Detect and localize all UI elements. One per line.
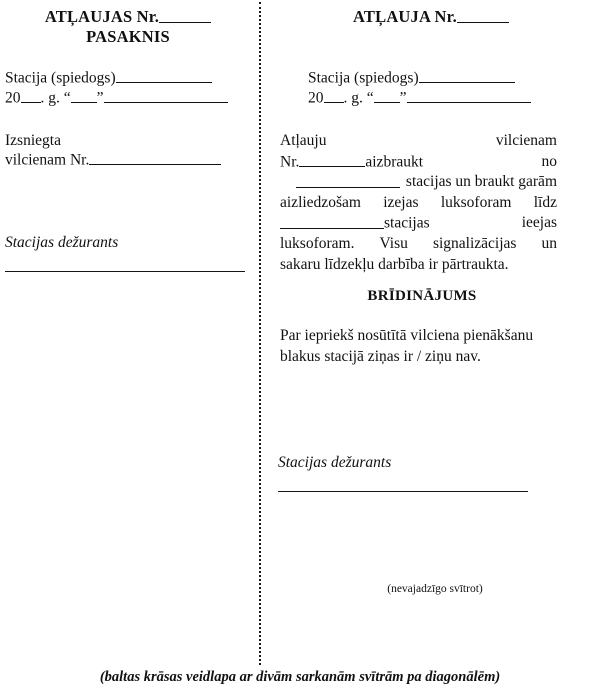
permit-body-word-nr: Nr. <box>280 152 300 170</box>
permit-day-blank[interactable] <box>374 88 400 103</box>
permit-body-word-visu: Visu <box>379 235 408 253</box>
permit-date-mid: . g. “ <box>343 89 374 107</box>
stub-year-blank[interactable] <box>21 88 41 103</box>
warning-line-1: Par iepriekš nosūtītā vilciena pienākšanu <box>280 327 534 344</box>
stub-date-prefix: 20 <box>5 89 21 107</box>
permit-date-quote-close: ” <box>399 89 407 107</box>
stub-station-row <box>5 68 212 87</box>
permit-station-blank[interactable] <box>419 68 515 83</box>
permit-body-word-un: un <box>541 235 557 253</box>
column-separator-dotted-line <box>259 2 261 665</box>
permit-body-phrase-stacijas-braukt: stacijas un braukt garām <box>405 173 557 191</box>
stub-date-mid: . g. “ <box>40 89 71 107</box>
permit-station-row <box>308 68 515 87</box>
permit-body-word-stacijas: stacijas <box>384 214 430 232</box>
permit-body-word-lidz: līdz <box>533 193 557 211</box>
permit-body-word-vilcienam: vilcienam <box>495 132 557 149</box>
stub-date-quote-close: ” <box>96 89 104 107</box>
permit-body-word-signalizacijas: signalizācijas <box>432 235 517 253</box>
permit-date-row <box>308 88 531 107</box>
permit-title-number-blank[interactable] <box>457 7 509 23</box>
stub-train-number-blank[interactable] <box>89 150 221 165</box>
stub-signature-rule[interactable] <box>5 271 245 272</box>
stub-month-blank[interactable] <box>104 88 228 103</box>
stub-issued-train-row <box>5 150 221 169</box>
stub-station-blank[interactable] <box>116 68 212 83</box>
permit-body-to-station-group <box>280 213 430 234</box>
permit-body-train-number-blank[interactable] <box>299 152 365 167</box>
stub-issued-label-line1: Izsniegta <box>5 132 61 149</box>
permit-station-label: Stacija (spiedogs) <box>308 69 419 87</box>
stub-title-text: ATĻAUJAS Nr. <box>44 7 160 27</box>
stub-station-label: Stacija (spiedogs) <box>5 69 116 87</box>
stub-duty-officer-label: Stacijas dežurants <box>5 234 119 251</box>
permit-duty-officer-label: Stacijas dežurants <box>278 454 392 471</box>
stub-column <box>0 0 256 660</box>
stub-title <box>0 7 256 27</box>
stub-day-blank[interactable] <box>71 88 97 103</box>
footer-note: (baltas krāsas veidlapa ar divām sarkanām svītrām pa diagonālēm) <box>99 669 501 685</box>
warning-line-2[interactable]: blakus stacijā ziņas ir / ziņu nav. <box>280 347 481 365</box>
stub-issued-label-line2: vilcienam Nr. <box>5 151 90 169</box>
warning-section-body <box>280 326 557 367</box>
permit-body-word-izejas: izejas <box>383 193 419 211</box>
permit-title-text: ATĻAUJA Nr. <box>353 7 457 27</box>
permit-body-final-line: sakaru līdzekļu darbība ir pārtraukta. <box>280 255 509 273</box>
permit-body-word-atlauju: Atļauju <box>280 132 327 149</box>
permit-body-word-luksoforam: luksoforam <box>440 193 512 211</box>
permit-date-prefix: 20 <box>308 89 324 107</box>
permit-body-word-no: no <box>541 152 557 170</box>
stub-date-row <box>5 88 228 107</box>
stub-title-number-blank[interactable] <box>159 7 211 23</box>
permit-body-word-aizbraukt: aizbraukt <box>365 152 424 170</box>
permit-body-text <box>280 131 557 275</box>
permit-body-from-station-blank[interactable] <box>296 172 400 187</box>
permit-title <box>262 7 600 27</box>
permit-body-to-station-blank[interactable] <box>280 213 384 228</box>
permit-signature-rule[interactable] <box>278 491 528 492</box>
strike-out-note: (nevajadzīgo svītrot) <box>387 583 483 595</box>
permit-body-word-aizliedzosam: aizliedzošam <box>280 193 361 211</box>
permit-month-blank[interactable] <box>407 88 531 103</box>
warning-section-title: BRĪDINĀJUMS <box>367 288 477 304</box>
permit-body-word-ieejas: ieejas <box>521 214 557 232</box>
permit-body-word-luksoforam-end: luksoforam. <box>280 235 355 253</box>
permit-year-blank[interactable] <box>324 88 344 103</box>
stub-subtitle: PASAKNIS <box>86 27 170 46</box>
permit-body-nr-group <box>280 152 423 173</box>
